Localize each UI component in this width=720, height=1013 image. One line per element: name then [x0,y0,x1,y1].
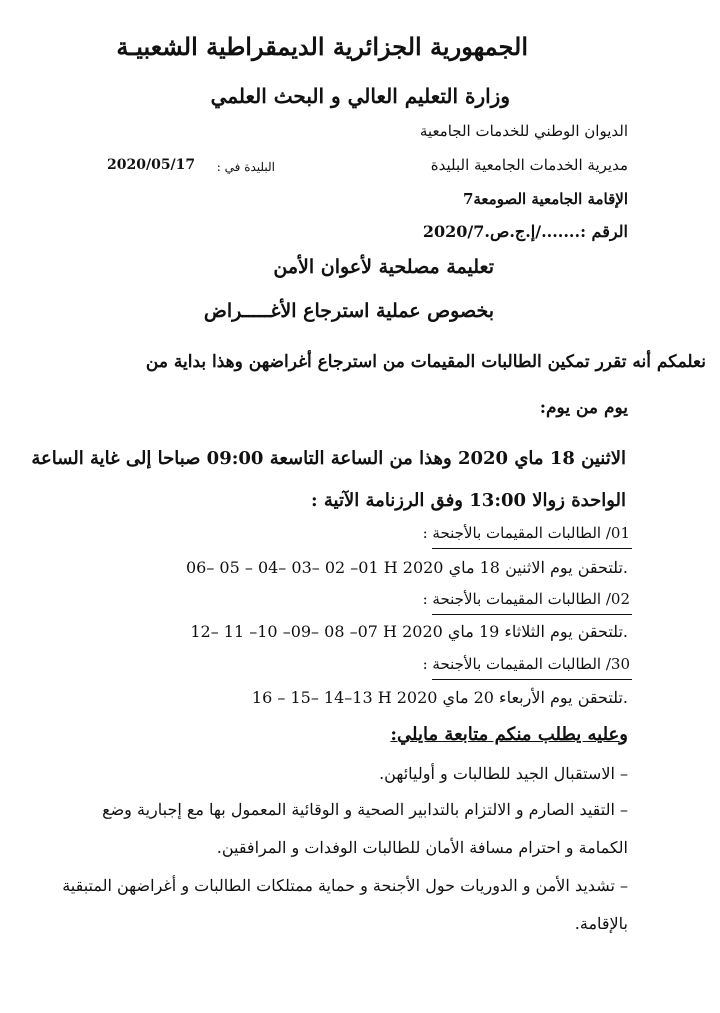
group-3-underline [432,679,632,680]
residence-name: الإقامة الجامعية الصومعة7 [462,190,628,208]
requirement-item-2: – التقيد الصارم و الالتزام بالتدابير الصحية و الوقائية المعمول بها مع إجبارية وضع [102,800,628,819]
directorate-name: مديرية الخدمات الجامعية البليدة [430,156,628,174]
group-1-underline [432,548,632,549]
ministry-heading: وزارة التعليم العالي و البحث العلمي [210,84,510,108]
group-2-underline [432,614,632,615]
schedule-line-1: الاثنين 18 ماي 2020 وهذا من الساعة التاسعة 09:00 صباحا إلى غاية الساعة [31,448,626,469]
requirement-item-3: – تشديد الأمن و الدوريات حول الأجنحة و حماية ممتلكات الطالبات و أغراضهن المتبقية [62,876,628,895]
group-3-detail: 16 – 15– 14–13 H تلتحقن يوم الأربعاء 20 ماي 2020. [251,688,628,707]
group-2-heading: 02/ الطالبات المقيمات بالأجنحة : [422,590,630,608]
republic-heading: الجمهورية الجزائرية الديمقراطية الشعبيـة [116,32,528,61]
requirement-item-2-continued: الكمامة و احترام مسافة الأمان للطالبات الوفدات و المرافقين. [216,838,628,857]
intro-paragraph-line-1: نعلمكم أنه تقرر تمكين الطالبات المقيمات من استرجاع أغراضهن وهذا بداية من [145,352,706,372]
schedule-line-2: الواحدة زوالا 13:00 وفق الرزنامة الآتية : [310,490,626,511]
office-name: الديوان الوطني للخدمات الجامعية [419,122,628,140]
intro-paragraph-line-2: يوم من يوم: [539,398,628,418]
group-2-detail: 12– 11 –10 –09– 08 –07 H تلتحقن يوم الثلاثاء 19 ماي 2020. [190,622,628,641]
requirement-item-1: – الاستقبال الجيد للطالبات و أوليائهن. [379,764,628,783]
group-1-heading: 01/ الطالبات المقيمات بالأجنحة : [422,524,630,542]
date-label: البليدة في : [216,160,275,174]
group-3-heading: 30/ الطالبات المقيمات بالأجنحة : [422,655,630,673]
requirement-item-3-continued: بالإقامة. [574,914,628,933]
reference-number: الرقم :......./إ.ج.ص.2020/7 [422,222,628,241]
document-subtitle: بخصوص عملية استرجاع الأغـــــراض [203,300,494,322]
group-1-detail: 06– 05 – 04– 03– 02 –01 H تلتحقن يوم الاثنين 18 ماي 2020. [185,558,628,577]
requirements-heading: وعليه يطلب منكم متابعة مايلي: [390,724,628,745]
document-title: تعليمة مصلحية لأعوان الأمن [273,256,494,278]
date-value: 2020/05/17 [107,157,196,173]
